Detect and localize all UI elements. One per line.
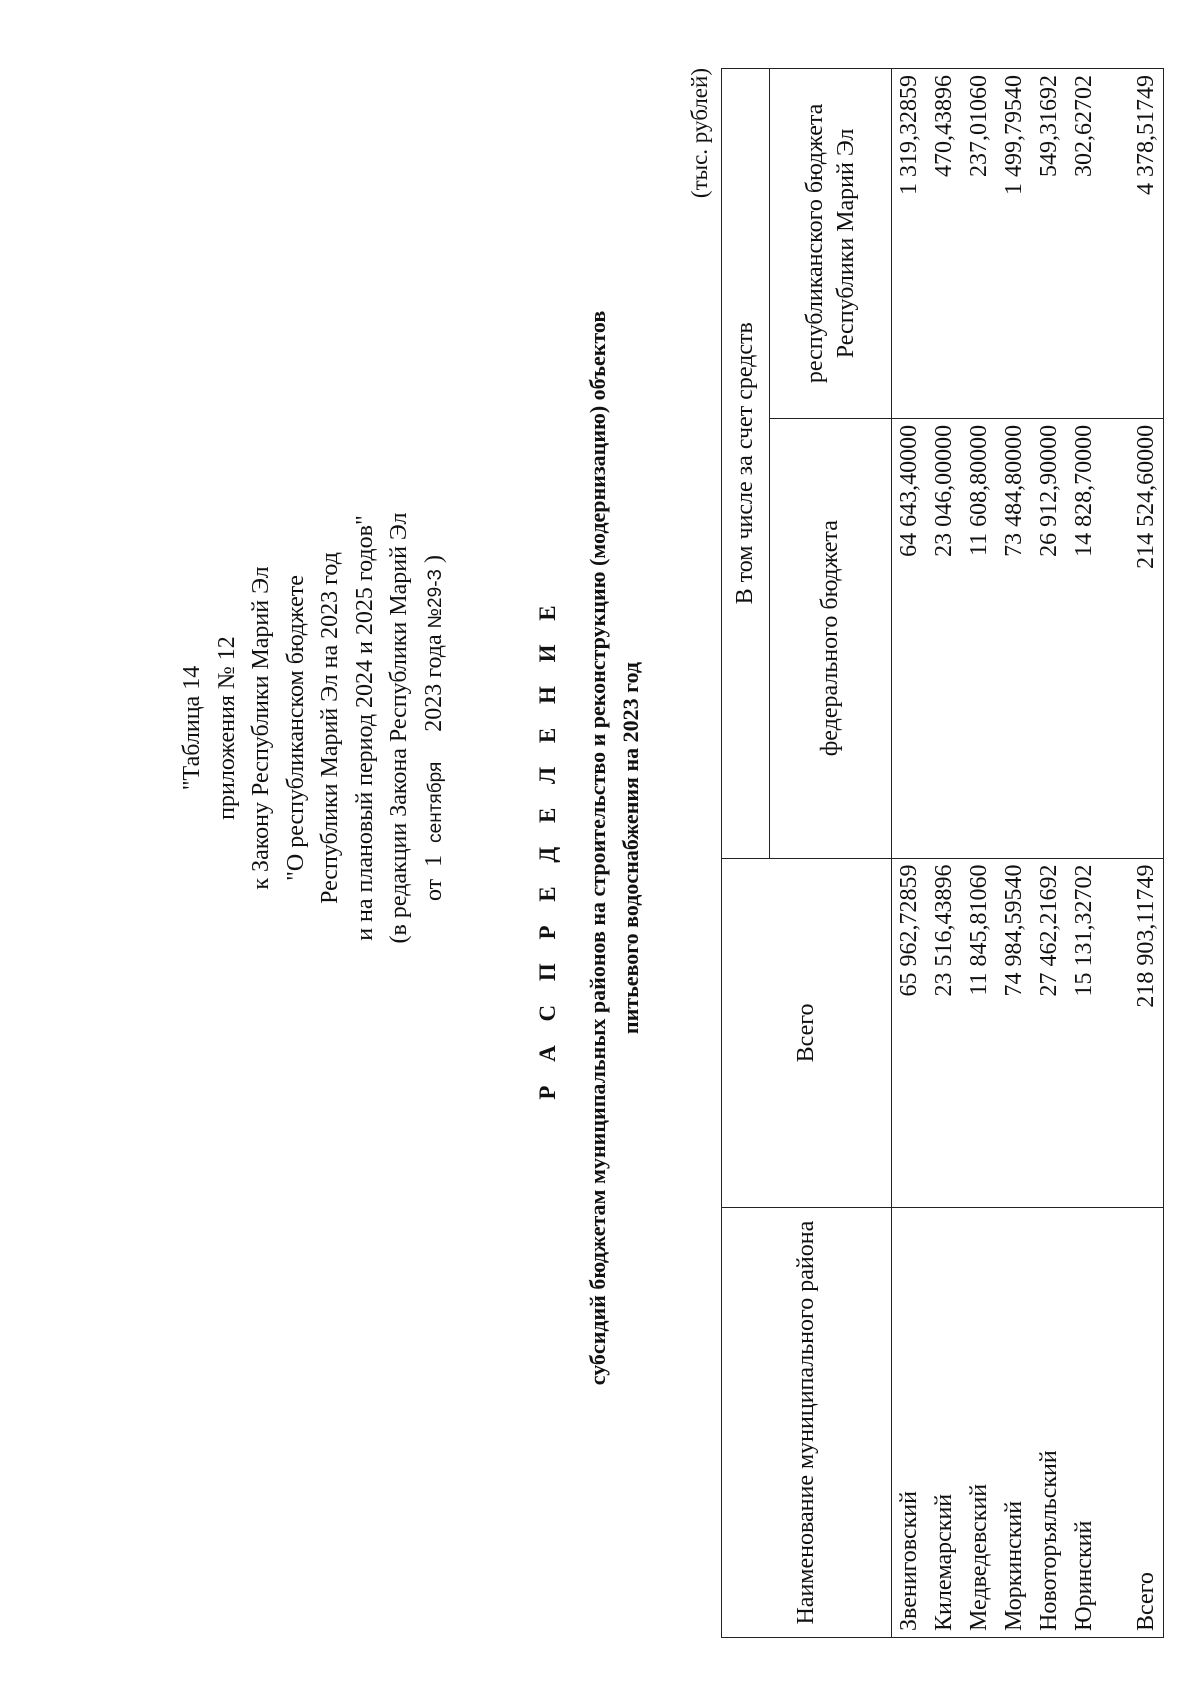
date-prefix: от [420,878,447,901]
approval-line: к Закону Республики Марий Эл [248,566,274,890]
approval-line: "Таблица 14 [179,665,205,791]
document-subtitle [581,68,647,1628]
cell-republic: 4 378,51749 [1124,69,1164,419]
cell-name: Новоторъяльский [1032,1208,1067,1638]
document-page [45,28,1159,1668]
approval-line: Республики Марий Эл на 2023 год [317,552,343,904]
cell-federal: 214 524,60000 [1124,418,1164,858]
spacer-row [1102,69,1124,1638]
cell-republic: 237,01060 [962,69,997,419]
cell-federal: 64 643,40000 [892,418,927,858]
table-row [927,69,962,1638]
table-row [892,69,927,1638]
cell-name: Моркинский [997,1208,1032,1638]
cell-name: Юринский [1067,1208,1102,1638]
subsidy-table [721,68,1164,1638]
cell-name: Килемарский [927,1208,962,1638]
cell-total: 23 516,43896 [927,858,962,1208]
cell-total: 15 131,32702 [1067,858,1102,1208]
cell-republic: 470,43896 [927,69,962,419]
cell-republic: 1 319,32859 [892,69,927,419]
units-label: (тыс. рублей) [687,68,712,199]
document-title: Р А С П Р Е Д Е Л Е Н И Е [535,596,560,1100]
approval-line: "О республиканском бюджете [282,575,309,881]
header-federal: федерального бюджета [770,418,892,858]
subtitle-line-1: субсидий бюджетам муниципальных районов на строительство и реконструкцию (модернизацию) объектов [585,310,610,1386]
date-suffix: ) [420,555,447,563]
header-name: Наименование муниципального района [722,1208,892,1638]
cell-federal: 73 484,80000 [997,418,1032,858]
cell-federal: 14 828,70000 [1067,418,1102,858]
approval-date-line [417,408,454,1048]
header-total: Всего [722,858,892,1208]
cell-total: 27 462,21692 [1032,858,1067,1208]
header-group: В том числе за счет средств [722,69,770,859]
cell-federal: 26 912,90000 [1032,418,1067,858]
cell-total: 218 903,11749 [1124,858,1164,1208]
cell-total: 74 984,59540 [997,858,1032,1208]
approval-block [175,408,453,1048]
approval-line: и на плановый период 2024 и 2025 годов" [351,515,378,941]
cell-republic: 1 499,79540 [997,69,1032,419]
date-year: 2023 года [420,634,447,732]
cell-republic: 302,62702 [1067,69,1102,419]
table-row [1067,69,1102,1638]
date-day: 1 [420,854,447,867]
approval-line: приложения № 12 [213,636,240,820]
cell-republic: 549,31692 [1032,69,1067,419]
law-number: №29-З [424,569,446,629]
cell-name: Звениговский [892,1208,927,1638]
header-republic: республиканского бюджета Республики Марий Эл [770,69,892,419]
cell-federal: 23 046,00000 [927,418,962,858]
subtitle-line-2: питьевого водоснабжения на 2023 год [618,661,643,1035]
cell-name: Медведевский [962,1208,997,1638]
cell-name: Всего [1124,1208,1164,1638]
date-month: сентября [424,761,446,843]
table-row [962,69,997,1638]
table-row [1032,69,1067,1638]
cell-total: 65 962,72859 [892,858,927,1208]
approval-line: (в редакции Закона Республики Марий Эл [386,512,412,944]
table-row [997,69,1032,1638]
cell-federal: 11 608,80000 [962,418,997,858]
table-total-row [1124,69,1164,1638]
cell-total: 11 845,81060 [962,858,997,1208]
